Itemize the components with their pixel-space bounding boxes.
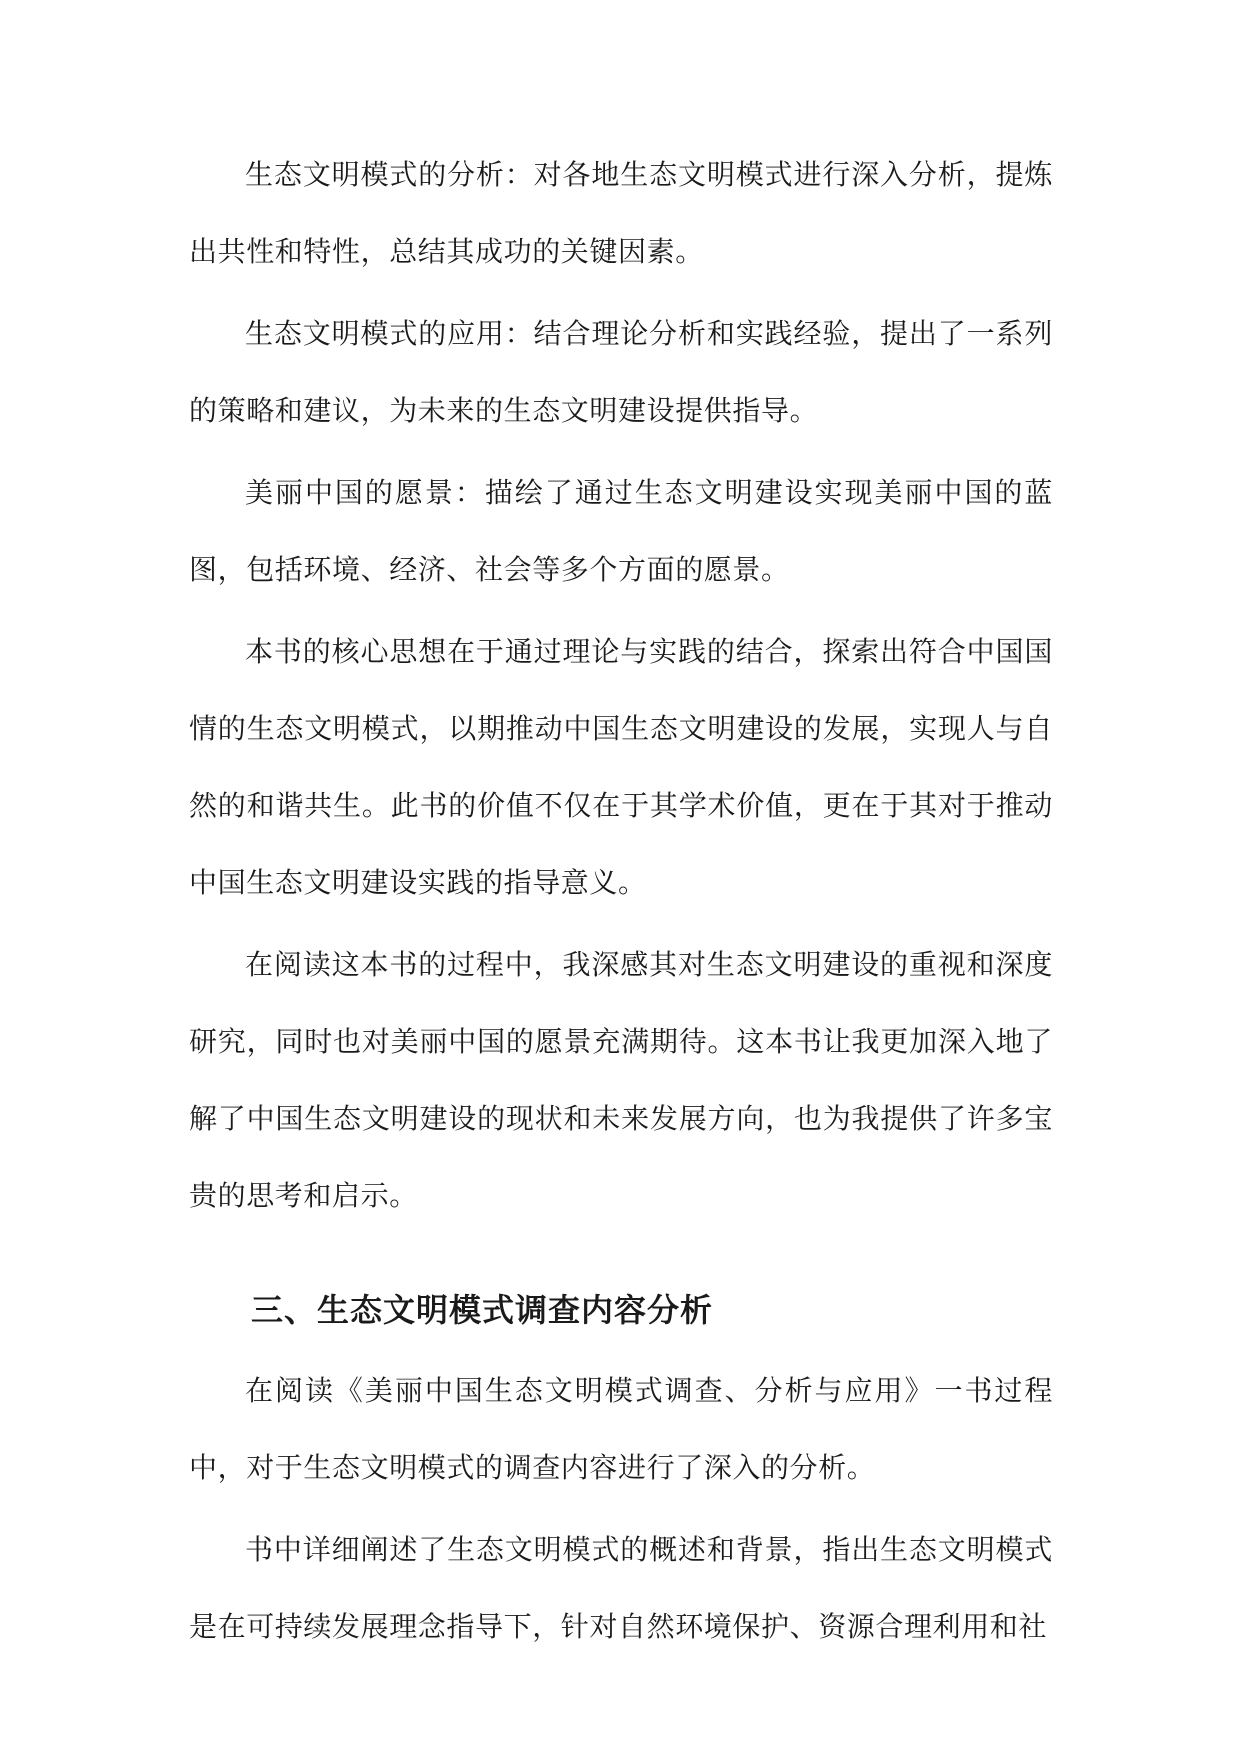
section-heading: 三、生态文明模式调查内容分析 [251,1291,714,1329]
paragraph-survey-background: 书中详细阐述了生态文明模式的概述和背景，指出生态文明模式是在可持续发展理念指导下，针对自然环境保护、资源合理利用和社 [189,1533,1053,1643]
document-page [189,136,1053,1665]
paragraph-survey-intro: 在阅读《美丽中国生态文明模式调查、分析与应用》一书过程中，对于生态文明模式的调查内容进行了深入的分析。 [189,1374,1053,1484]
paragraph-beautiful-china-vision: 美丽中国的愿景：描绘了通过生态文明建设实现美丽中国的蓝图，包括环境、经济、社会等多个方面的愿景。 [189,476,1053,586]
paragraph-model-application: 生态文明模式的应用：结合理论分析和实践经验，提出了一系列的策略和建议，为未来的生态文明建设提供指导。 [189,317,1053,427]
paragraph-model-analysis: 生态文明模式的分析：对各地生态文明模式进行深入分析，提炼出共性和特性，总结其成功的关键因素。 [189,158,1053,268]
paragraph-reading-reflection: 在阅读这本书的过程中，我深感其对生态文明建设的重视和深度研究，同时也对美丽中国的愿景充满期待。这本书让我更加深入地了解了中国生态文明建设的现状和未来发展方向，也为我提供了许多宝贵的思考和启示。 [189,948,1053,1212]
paragraph-core-idea: 本书的核心思想在于通过理论与实践的结合，探索出符合中国国情的生态文明模式，以期推动中国生态文明建设的发展，实现人与自然的和谐共生。此书的价值不仅在于其学术价值，更在于其对于推动中国生态文明建设实践的指导意义。 [189,635,1053,899]
